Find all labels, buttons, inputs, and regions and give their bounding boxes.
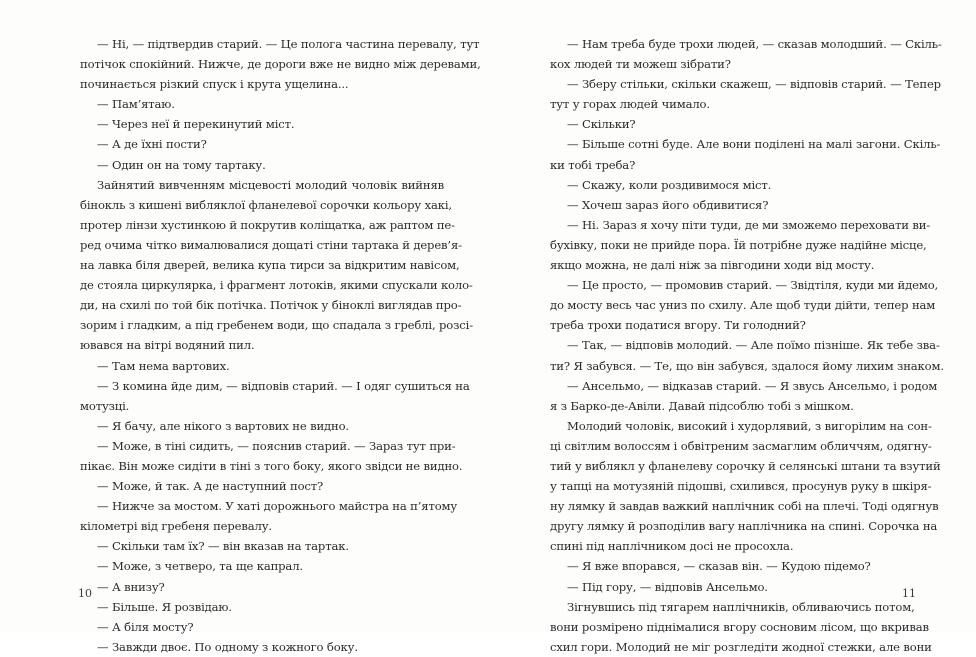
text-line: — Більше. Я розвідаю. (97, 599, 232, 614)
text-line: ці світлим волоссям і обвітреним засмаглим обличчям, одягну- (550, 438, 932, 453)
text-line: — Пам’ятаю. (97, 97, 175, 112)
text-line: ди, на схилі по той бік потічка. Потічок у біноклі виглядав про- (80, 298, 462, 313)
text-line: спині під наплічником досі не просохла. (550, 539, 794, 554)
text-line: Зігнувшись під тягарем наплічників, обливаючись потом, (567, 599, 915, 614)
right-page-number: 11 (902, 587, 916, 600)
text-line: — Може, й так. А де наступний пост? (97, 479, 324, 494)
text-line: — Це просто, — промовив старий. — Звідтіля, куди ми йдемо, (567, 278, 939, 293)
text-line: — Ні, — підтвердив старий. — Це полога частина перевалу, тут (97, 37, 480, 51)
text-line: ти? Я забувся. — Те, що він забувся, здалося йому лихим знаком. (550, 358, 944, 373)
text-line: зорим і гладким, а під гребенем води, що спадала з греблі, розсі- (80, 318, 473, 333)
text-line: — Під гору, — відповів Ансельмо. (567, 579, 768, 594)
text-line: — Зберу стільки, скільки скажеш, — відповів старий. — Тепер (567, 77, 941, 92)
text-line: — Може, в тіні сидить, — пояснив старий. — Зараз тут при- (97, 438, 456, 453)
text-line: тут у горах людей чимало. (550, 97, 710, 112)
text-line: кілометрі від гребеня перевалу. (80, 519, 272, 534)
text-line: — Нам треба буде трохи людей, — сказав молодший. — Скіль- (567, 37, 942, 51)
text-line: де стояла циркулярка, і фрагмент лотоків, якими спускали коло- (80, 278, 473, 293)
text-line: протер лінзи хустинкою й покрутив коліщатка, аж раптом пе- (80, 217, 455, 232)
text-line: ну лямку й завдав важкий наплічник собі на плечі. Тоді одягнув (550, 499, 939, 514)
text-line: — З комина йде дим, — відповів старий. — І одяг сушиться на (97, 378, 470, 393)
text-line: — Скільки? (567, 117, 636, 132)
text-line: — Скільки там їх? — він вказав на тартак. (97, 539, 349, 554)
text-line: до мосту весь час униз по схилу. Але щоб туди дійти, тепер нам (550, 298, 936, 313)
text-line: — Так, — відповів молодий. — Але поїмо пізніше. Як тебе зва- (567, 338, 940, 353)
text-line: бінокль з кишені вибляклої фланелевої сорочки кольору хакі, (80, 197, 452, 212)
left-page-number: 10 (78, 587, 92, 600)
text-line: пікає. Він може сидіти в тіні з того боку, якого звідси не видно. (80, 458, 463, 473)
text-line: другу лямку й розподілив вагу наплічника на спині. Сорочка на (550, 519, 938, 534)
text-line: схил гори. Молодий не міг розгледіти жодної стежки, але вони (550, 639, 932, 654)
text-line: — Один он на тому тартаку. (97, 157, 266, 172)
text-line: якщо можна, не далі ніж за півгодини ходи від мосту. (550, 258, 875, 273)
text-line: я з Барко-де-Авіли. Давай підсоблю тобі з мішком. (550, 398, 854, 413)
text-line: тий у виблякл у фланелеву сорочку й селянські штани та взутий (550, 458, 941, 473)
text-line: — Хочеш зараз його обдивитися? (567, 197, 769, 212)
text-line: потічок спокійний. Нижче, де дороги вже не видно між деревами, (80, 57, 481, 72)
text-line: ки тобі треба? (550, 157, 636, 172)
text-line: — Ансельмо, — відказав старий. — Я звусь Ансельмо, і родом (567, 378, 938, 393)
text-line: — Більше сотні буде. Але вони поділені на малі загони. Скіль- (567, 137, 941, 152)
text-line: — А де їхні пости? (97, 137, 207, 152)
text-line: вони розмірено піднімалися вгору сосновим лісом, що вкривав (550, 619, 929, 634)
text-line: мотузці. (80, 398, 130, 413)
text-line: — А внизу? (97, 579, 165, 594)
text-line: — Завжди двоє. По одному з кожного боку. (97, 639, 358, 654)
text-line: — Там нема вартових. (97, 358, 230, 373)
text-line: — Нижче за мостом. У хаті дорожнього майстра на п’ятому (97, 499, 458, 514)
text-line: — Скажу, коли роздивимося міст. (567, 177, 772, 192)
text-line: у тапці на мотузяній підошві, схилився, просунув руку в шкіря- (550, 479, 932, 494)
right-page-text (550, 34, 944, 657)
text-line: — А біля мосту? (97, 619, 194, 634)
text-line: Молодий чоловік, високий і худорлявий, з вигорілим на сон- (567, 418, 932, 433)
text-line: — Я вже впорався, — сказав він. — Кудою підемо? (567, 559, 871, 574)
text-line: — Може, з четверо, та ще капрал. (97, 559, 303, 574)
text-line: — Я бачу, але нікого з вартових не видно. (97, 418, 349, 433)
text-line: ювався на вітрі водяний пил. (80, 338, 255, 353)
left-page-text (80, 34, 481, 657)
text-line: Зайнятий вивченням місцевості молодий чоловік вийняв (97, 177, 444, 192)
text-line: бухівку, поки не прийде пора. Їй потрібне дуже надійне місце, (550, 237, 927, 252)
text-line: — Через неї й перекинутий міст. (97, 117, 295, 132)
text-line: кох людей ти можеш зібрати? (550, 57, 731, 72)
text-line: — Ні. Зараз я хочу піти туди, де ми зможемо переховати ви- (567, 217, 931, 232)
text-line: ред очима чітко вималювалися дощаті стіни тартака й дерев’я- (80, 237, 462, 252)
text-line: починається різкий спуск і крута ущелина... (80, 77, 349, 92)
text-line: на лавка біля дверей, велика купа тирси за відкритим навісом, (80, 258, 460, 273)
text-line: треба трохи податися вгору. Ти голодний? (550, 318, 806, 333)
